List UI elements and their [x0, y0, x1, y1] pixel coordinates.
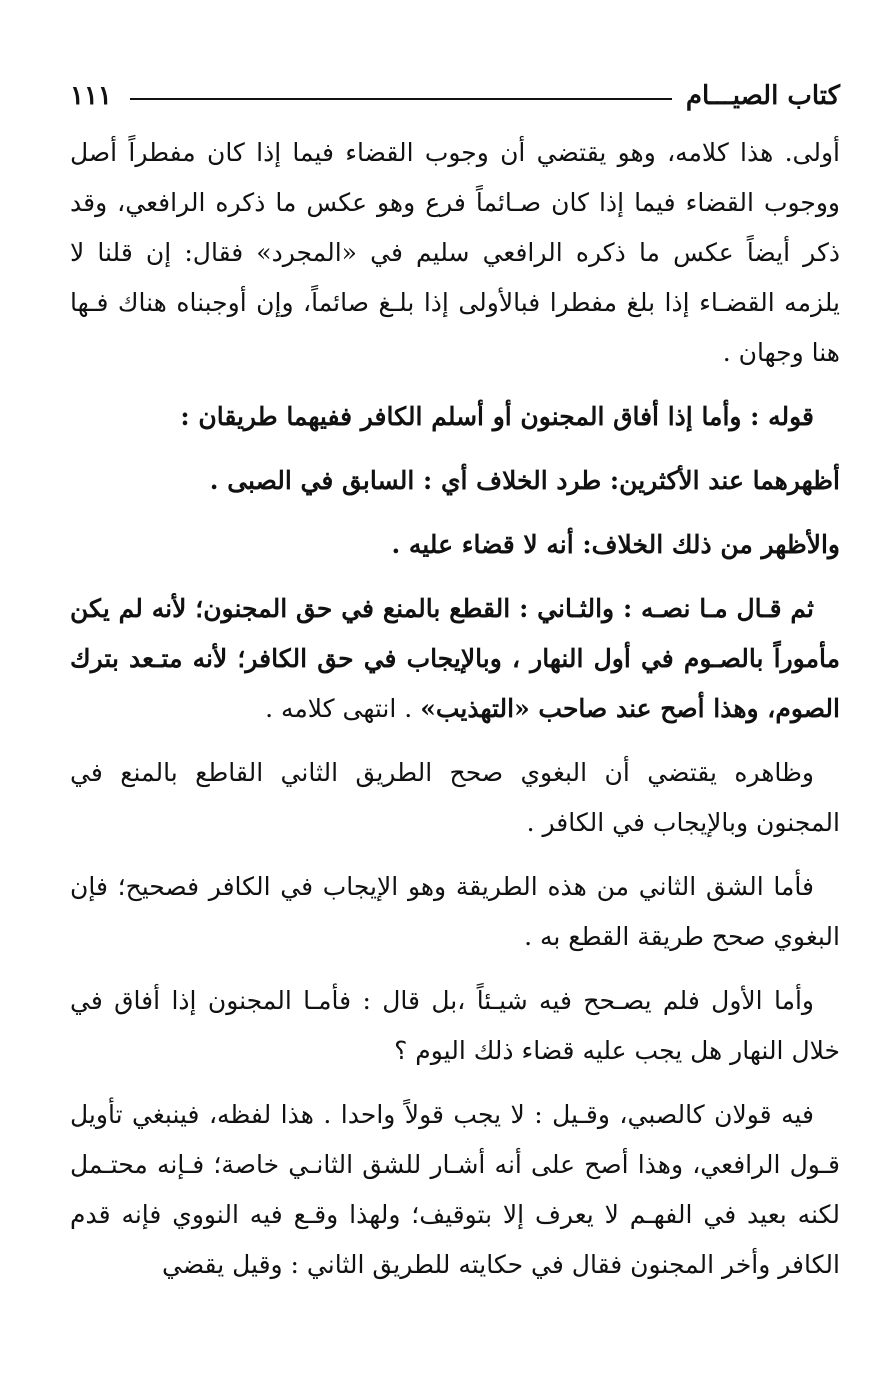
paragraph-text: فيه قولان كالصبي، وقـيل : لا يجب قولاً واحدا . هذا لفظه، فينبغي تأويل قـول الرافعي، وهذا أصح على أنه أشـار للشق الثانـي خاصة؛ فـإنه محتـمل لكنه بعيد في الفهـم لا يعرف إلا بتوقيف؛ ولهذا وقـع فيه النووي فإنه قدم الكافر وأخر المجنون فقال في حكايته للطريق الثاني : وقيل يقضي: [70, 1100, 840, 1279]
quote-heading: [70, 392, 840, 442]
page-number: ١١١: [70, 81, 112, 111]
quote-paragraph: [70, 584, 840, 734]
paragraph-1: [70, 128, 840, 378]
paragraph-text: وظاهره يقتضي أن البغوي صحح الطريق الثاني القاطع بالمنع في المجنون وبالإيجاب في الكافر .: [70, 758, 840, 837]
paragraph-7: [70, 862, 840, 962]
paragraph-9: [70, 1090, 840, 1290]
quote-line-3: [70, 520, 840, 570]
quote-line-2: [70, 456, 840, 506]
paragraph-text: والأظهر من ذلك الخلاف: أنه لا قضاء عليه .: [391, 530, 840, 559]
paragraph-8: [70, 976, 840, 1076]
paragraph-text: فأما الشق الثاني من هذه الطريقة وهو الإيجاب في الكافر فصحيح؛ فإن البغوي صحح طريقة القطع به .: [70, 872, 840, 951]
paragraph-6: [70, 748, 840, 848]
header-rule: [130, 98, 672, 100]
paragraph-text: أولى. هذا كلامه، وهو يقتضي أن وجوب القضاء فيما إذا كان مفطراً أصل ووجوب القضاء فيما إذا كان صـائماً فرع وهو عكس ما ذكره الرافعي، وقد ذكر أيضاً عكس ما ذكره الرافعي سليم في «المجرد» فقال: إن قلنا لا يلزمه القضـاء إذا بلغ مفطرا فبالأولى إذا بلـغ صائماً، وإن أوجبناه هناك فـها هنا وجهان .: [70, 138, 840, 367]
paragraph-text: وأما الأول فلم يصـحح فيه شيـئاً ،بل قال : فأمـا المجنون إذا أفاق في خلال النهار هل يجب عليه قضاء ذلك اليوم ؟: [70, 986, 840, 1065]
paragraph-text: أظهرهما عند الأكثرين: طرد الخلاف أي : السابق في الصبى .: [209, 466, 840, 495]
book-page: [70, 72, 840, 1304]
paragraph-text: قوله : وأما إذا أفاق المجنون أو أسلم الكافر ففيهما طريقان :: [180, 402, 814, 431]
quote-tail-text: . انتهى كلامه .: [265, 694, 421, 723]
bold-quote-text: ثم قـال مـا نصـه : والثـاني : القطع بالمنع في حق المجنون؛ لأنه لم يكن مأموراً بالصـوم في أول النهار ، وبالإيجاب في حق الكافر؛ لأنه متـعد بترك الصوم، وهذا أصح عند صاحب «التهذيب»: [70, 594, 840, 723]
page-header: [70, 72, 840, 120]
running-title: كتاب الصيـــام: [685, 81, 840, 111]
